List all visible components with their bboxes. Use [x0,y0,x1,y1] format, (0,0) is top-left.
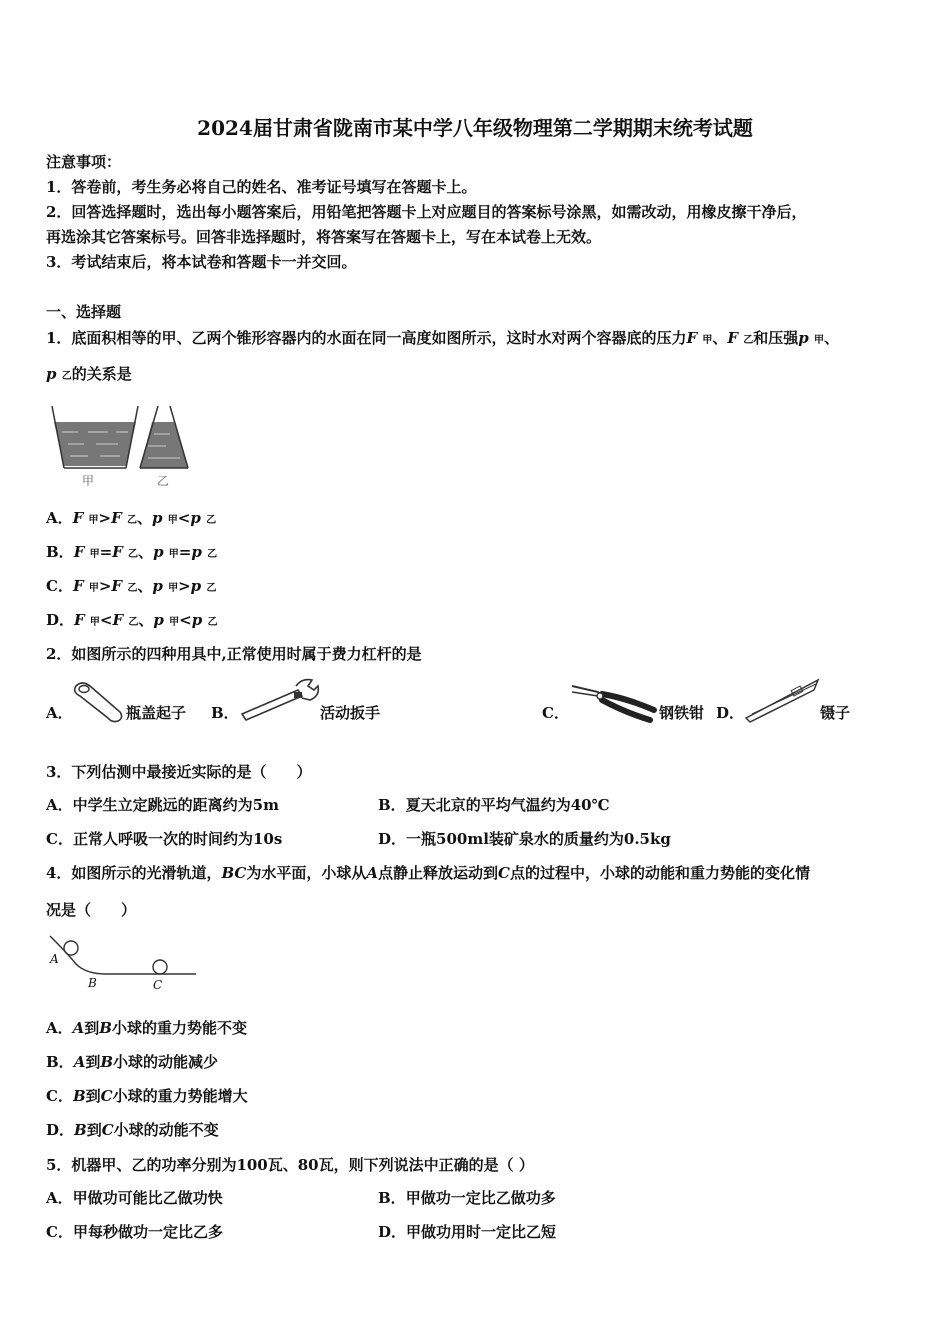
page-title: 2024届甘肃省陇南市某中学八年级物理第二学期期末统考试题 [197,116,753,140]
q4-stem-line1: 4．如图所示的光滑轨道，BC为水平面，小球从A点静止释放运动到C点的过程中，小球的动能和重力势能的变化情 [46,864,810,882]
q3-option-b[interactable]: B．夏天北京的平均气温约为40℃ [378,796,610,814]
q5-stem: 5．机器甲、乙的功率分别为100瓦、80瓦，则下列说法中正确的是（ ） [46,1156,534,1174]
q2-option-b-label[interactable]: B． [211,704,239,722]
tweezers-icon [742,676,822,724]
q2-option-b-text: 活动扳手 [320,704,381,722]
q1-option-d[interactable]: D．F 甲<F 乙、p 甲<p 乙 [46,611,218,629]
q3-stem: 3．下列估测中最接近实际的是（ ） [46,763,312,781]
q4-fig-label-b: B [88,976,97,990]
q1-containers-figure [48,402,198,492]
notice-item-2-cont: 再选涂其它答案标号。回答非选择题时，将答案写在答题卡上，写在本试卷上无效。 [46,228,602,246]
q2-option-a-label[interactable]: A． [46,704,73,722]
q1-fig-label-jia: 甲 [82,474,95,488]
q1-option-a[interactable]: A．F 甲>F 乙、p 甲<p 乙 [46,509,217,527]
q5-option-c[interactable]: C．甲每秒做功一定比乙多 [46,1223,223,1241]
adjustable-wrench-icon [238,676,320,722]
q2-option-c-label[interactable]: C． [542,704,569,722]
q1-fig-label-yi: 乙 [157,474,170,488]
q4-stem-line2: 况是（ ） [46,901,137,919]
notice-heading: 注意事项： [46,153,122,171]
bottle-opener-icon [70,678,126,724]
q3-option-a[interactable]: A．中学生立定跳远的距离约为5m [46,796,279,814]
q4-fig-label-a: A [50,952,59,966]
q3-option-d[interactable]: D．一瓶500ml装矿泉水的质量约为0.5kg [378,830,671,848]
q3-option-c[interactable]: C．正常人呼吸一次的时间约为10s [46,830,283,848]
q5-option-a[interactable]: A．甲做功可能比乙做功快 [46,1189,223,1207]
notice-item-3: 3．考试结束后，将本试卷和答题卡一并交回。 [46,253,357,271]
q5-option-d[interactable]: D．甲做功用时一定比乙短 [378,1223,557,1241]
q1-option-c[interactable]: C．F 甲>F 乙、p 甲>p 乙 [46,577,217,595]
q1-option-b[interactable]: B．F 甲=F 乙、p 甲=p 乙 [46,543,218,561]
q5-option-b[interactable]: B．甲做功一定比乙做功多 [378,1189,556,1207]
q4-track-figure [46,932,202,996]
q1-stem-line2: p 乙的关系是 [46,365,132,383]
q2-option-d-text: 镊子 [820,704,851,722]
q2-option-c-text: 钢铁钳 [659,704,705,722]
q2-stem: 2．如图所示的四种用具中,正常使用时属于费力杠杆的是 [46,645,422,663]
q2-option-d-label[interactable]: D． [716,704,745,722]
container-jia-water [54,422,136,466]
q4-option-c[interactable]: C．B到C小球的重力势能增大 [46,1087,248,1105]
q4-option-a[interactable]: A．A到B小球的重力势能不变 [46,1019,247,1037]
notice-item-1: 1．答卷前，考生务必将自己的姓名、准考证号填写在答题卡上。 [46,178,477,196]
pliers-icon [570,680,658,724]
q4-option-b[interactable]: B．A到B小球的动能减少 [46,1053,219,1071]
q2-option-a-text: 瓶盖起子 [126,704,187,722]
q1-stem-line1: 1．底面积相等的甲、乙两个锥形容器内的水面在同一高度如图所示，这时水对两个容器底的压力F 甲、F 乙和压强p 甲、 [46,329,840,347]
notice-item-2: 2．回答选择题时，选出每小题答案后，用铅笔把答题卡上对应题目的答案标号涂黑，如需改动，用橡皮擦干净后， [46,203,807,221]
q4-option-d[interactable]: D．B到C小球的动能不变 [46,1121,219,1139]
section-heading: 一、选择题 [46,303,122,321]
q4-fig-label-c: C [153,978,163,992]
